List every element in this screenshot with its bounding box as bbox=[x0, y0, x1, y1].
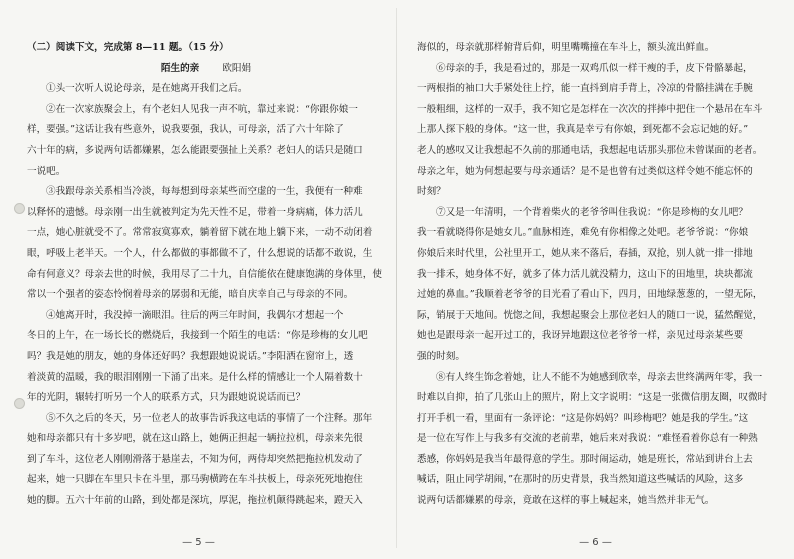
text-line: 我一排禾，她身体不好，就多了体力活儿就没精力，这山下的田地里，块块都流 bbox=[417, 268, 753, 280]
text-line: 强的时刻。 bbox=[417, 350, 465, 362]
text-line: ②在一次家族聚会上，有个老妇人见我一声不吭，靠过来说：“你跟你娘一 bbox=[46, 103, 358, 115]
text-line: 母亲之年，她为何想起要与母亲通话？是不是也曾有过类似这样令她不能忘怀的 bbox=[417, 165, 753, 177]
text-line: ④她离开时，我没掉一滴眼泪。往后的两三年时间，我偶尔才想起一个 bbox=[46, 309, 344, 321]
text-line: 一般粗细，这样的一双手，我不知它是怎样在一次次的拌捧中把住一个悬吊在车斗 bbox=[417, 103, 763, 115]
text-line: 起来，她一只脚在车里只卡在斗里，那马驹横跨在车斗扶板上，母亲死死地抱住 bbox=[27, 474, 363, 486]
text-line: 以释怀的遗憾。母亲刚一出生就被判定为先天性不足，带着一身病痛，体力活儿 bbox=[27, 206, 363, 218]
text-line: 喊话，阻止同学胡闹，”在那时的历史背景，我当然知道这些喊话的风险，这多 bbox=[417, 474, 744, 486]
text-line: 冬日的上午，在一场长长的燃烧后，我接到一个陌生的电话：“你是珍梅的女儿吧 bbox=[27, 330, 368, 342]
text-line: 她和母亲都只有十多岁吧，就在这山路上，她俩正担起一辆拉拉机，母亲来先很 bbox=[27, 433, 363, 445]
right-page-number: — 6 — bbox=[579, 537, 612, 548]
text-line: 老人的感叹又让我想起不久前的那通电话，我想起电话那头那位未曾谋面的老者。 bbox=[417, 144, 763, 156]
text-line: ⑤不久之后的冬天，另一位老人的故事告诉我这电话的事情了一个注释。那年 bbox=[46, 412, 373, 424]
binding-hole bbox=[14, 203, 25, 214]
text-line: 悉感，你妈妈是我当年最得意的学生。那时闹运动，她是班长，常站到讲台上去 bbox=[417, 453, 753, 465]
text-line: 到了车斗，这位老人刚刚滑落于悬崖去，不知为何，两侍却突然把拖拉机发动了 bbox=[27, 453, 363, 465]
text-line: 眼，呼吸上老半天。一个人，什么都做的事都做不了，什么想说的话都不敢说，生 bbox=[27, 247, 373, 259]
text-line: 六十年的病，多说两句话都嫌累，怎么能跟要强扯上关系？老妇人的话只是随口 bbox=[27, 144, 363, 156]
text-line: ⑧有人终生饰念着她，让人不能不为她感到欣幸，母亲去世终满两年零，我一 bbox=[436, 371, 763, 383]
text-line: 际，销展于天地间。恍惚之间，我想起聚会上那位老妇人的随口一说，猛然醒觉， bbox=[417, 309, 763, 321]
text-line: 你娘后来时代里，公社里开工，她从来不落后，春插，双抢，别人就一排一排地 bbox=[417, 247, 753, 259]
article-title: 陌生的亲 bbox=[160, 62, 200, 74]
text-line: 我一看就晓得你是她女儿。”血脉相连，难免有你相像之处吧。老爷爷说：“你娘 bbox=[417, 227, 749, 239]
text-line: 上那人探下般的身体。“这一世，我真是幸亏有你娘，到死都不会忘记她的好。” bbox=[417, 124, 749, 136]
text-line: ⑥母亲的手，我是看过的，那是一双鸡爪似一样干瘦的手，皮下骨骼暴起， bbox=[436, 62, 753, 74]
article-author: 欧阳娟 bbox=[222, 62, 252, 74]
binding-hole bbox=[14, 398, 25, 409]
text-line: 是一位在写作上与我多有交流的老前辈，她后来对我说：“难怪看着你总有一种熟 bbox=[417, 433, 758, 445]
left-body bbox=[27, 79, 385, 511]
left-page-number: — 5 — bbox=[182, 537, 215, 548]
text-line: 她也是跟母亲一起开过工的，我讶异地跟这位老爷爷一样，亲见过母亲某些要 bbox=[417, 330, 744, 342]
text-line: 常以一个强者的姿态怜悯着母亲的孱弱和无能，暗自庆幸自己与母亲的不同。 bbox=[27, 289, 354, 301]
right-body bbox=[417, 38, 778, 512]
text-line: 一说吧。 bbox=[27, 165, 66, 177]
right-page bbox=[397, 0, 794, 559]
text-line: 着淡黄的温暖，我的眼泪刚刚一下涌了出来。是什么样的情感让一个人隔着数十 bbox=[27, 371, 363, 383]
text-line: 样，要强。”这话让我有些意外，说我要强，我认，可母亲，活了六十年除了 bbox=[27, 124, 344, 136]
text-line: 打开手机一看，里面有一条评论：“这是你妈妈？叫珍梅吧？她是我的学生。”这 bbox=[417, 412, 749, 424]
text-line: 她的脚。五六十年前的山路，到处都是深坑，厚泥，拖拉机颠得跳起来，蹬天入 bbox=[27, 495, 363, 507]
text-line: 时难以自抑，拍了几张山上的照片，附上文字说明：“这是一张微信朋友圈，叹微时 bbox=[417, 392, 768, 404]
text-line: 过她的鼻血。”我顺着老爷爷的目光看了看山下，四月，田地绿葱葱的，一望无际， bbox=[417, 289, 763, 301]
text-line: ⑦又是一年清明，一个背着柴火的老爷爷叫住我说：“你是珍梅的女儿吧？ bbox=[436, 206, 748, 218]
text-line: 吗？我是她的朋友，她的身体还好吗？我想跟她说说话。”李阳洒在窗帘上，透 bbox=[27, 350, 354, 362]
text-line: 一点，她心脏就受不了。常常寂寞寡欢，躺着留下就在地上躺下来，一动不动闭着 bbox=[27, 227, 373, 239]
text-line: 海似的，母亲就那样俯背后仰，明里嘴嘴撞在车斗上，额头流出鲜血。 bbox=[417, 42, 715, 53]
text-line: 命有何意义？母亲去世的时候，我用尽了二十九，自信能依在健康饱满的身体里，使 bbox=[27, 268, 382, 280]
text-line: ①头一次听人说论母亲，是在她离开我们之后。 bbox=[46, 83, 248, 95]
text-line: 时刻？ bbox=[417, 186, 446, 198]
article-title-line bbox=[27, 59, 385, 80]
text-line: 一两根指的袖口大手紧处往上拧，能一直抖到肩手背上，冷凉的骨骼挂满在手腕 bbox=[417, 83, 753, 95]
section-heading: （二）阅读下文，完成第 8—11 题。（15 分） bbox=[27, 42, 229, 53]
text-line: ③我跟母亲关系相当冷淡，每每想到母亲某些而空虚的一生，我便有一种难 bbox=[46, 186, 363, 198]
text-line: 年的光阴，辗转打听另一个人的联系方式，只为跟她说说话而已？ bbox=[27, 392, 306, 404]
text-line: 说两句话都嫌累的母亲，竟敢在这样的事上喊起来，她当然并非无气。 bbox=[417, 495, 715, 507]
